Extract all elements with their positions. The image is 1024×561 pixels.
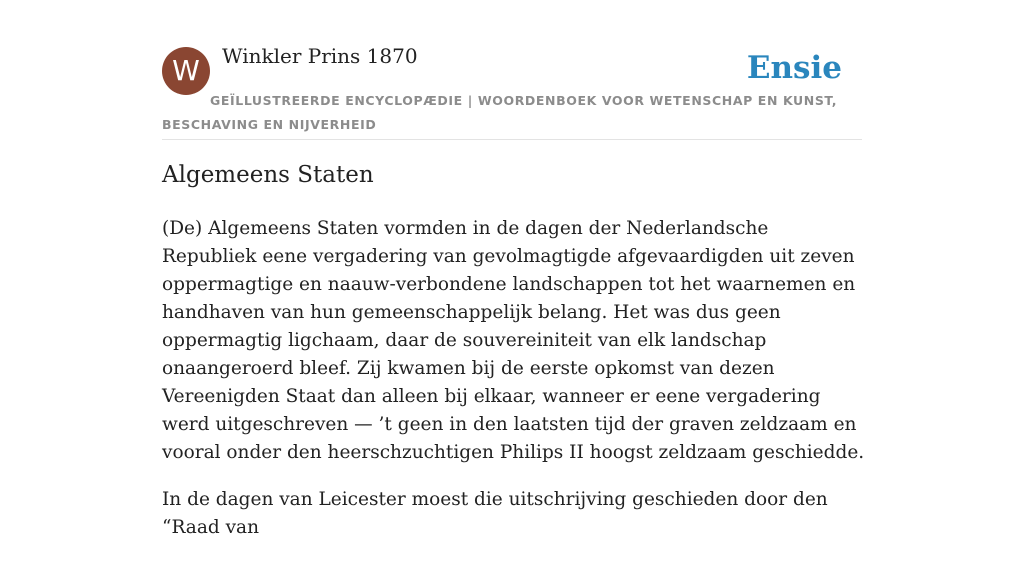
article-body: [162, 215, 867, 561]
source-avatar[interactable]: W: [162, 47, 210, 95]
source-subtitle: GEÏLLUSTREERDE ENCYCLOPÆDIE | WOORDENBOEK VOOR WETENSCHAP EN KUNST, BESCHAVING EN NIJVERHEID: [162, 93, 838, 132]
source-title[interactable]: Winkler Prins 1870: [222, 44, 418, 68]
header-divider: [162, 139, 862, 140]
article-title: Algemeens Staten: [162, 162, 374, 188]
article-paragraph: (De) Algemeens Staten vormden in de dagen der Nederlandsche Republiek eene vergadering van gevolmagtigde afgevaardigden uit zeven oppermagtige en naauw-verbondene landschappen tot het waarnemen en handhaven van hun gemeenschappelijk belang. Het was dus geen oppermagtig ligchaam, daar de souvereiniteit van elk landschap onaangeroerd bleef. Zij kwamen bij de eerste opkomst van dezen Vereenigden Staat dan alleen bij elkaar, wanneer er eene vergadering werd uitgeschreven — ’t geen in den laatsten tijd der graven zeldzaam en vooral onder den heerschzuchtigen Philips II hoogst zeldzaam geschiedde.: [162, 218, 865, 463]
article-paragraph: In de dagen van Leicester moest die uitschrijving geschieden door den “Raad van: [162, 489, 828, 538]
brand-logo[interactable]: Ensie: [746, 50, 842, 86]
